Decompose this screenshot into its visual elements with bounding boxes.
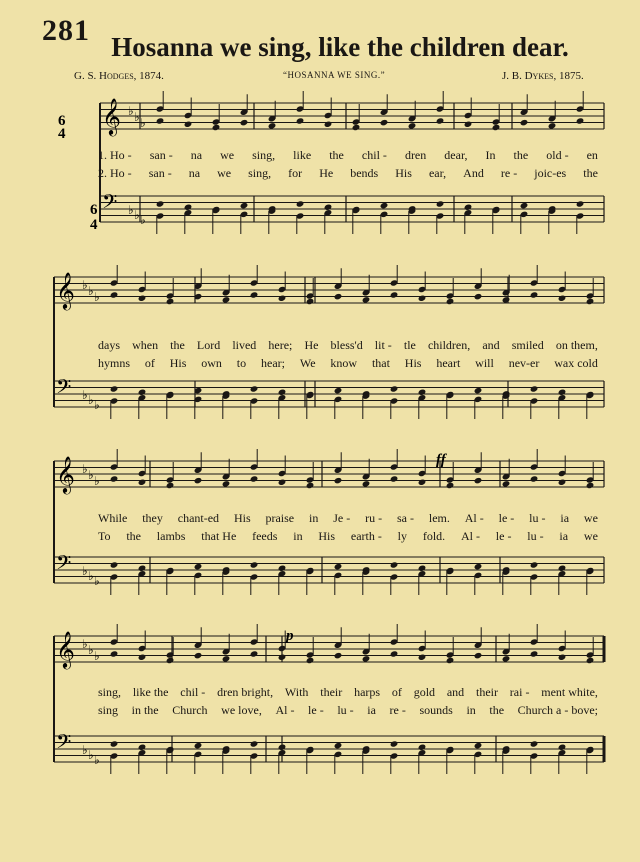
note-head (446, 482, 455, 489)
lyric-syllable: they (142, 511, 163, 525)
lyric-syllable: harps (354, 685, 381, 699)
note-head (586, 657, 595, 664)
lyric-syllable: their (475, 685, 498, 699)
note-head (474, 477, 483, 484)
tune-name: “HOSANNA WE SING.” (283, 70, 386, 80)
lyric-syllable: ly (397, 529, 408, 543)
note-head (334, 293, 343, 300)
note-head (278, 389, 287, 396)
lyric-syllable: na (190, 148, 203, 162)
lyric-syllable: ia (560, 511, 570, 525)
note-head (296, 200, 305, 207)
note-head (240, 202, 249, 209)
lyric-syllable: His (169, 356, 187, 370)
note-head (390, 561, 399, 568)
lyric-syllable: sing, (98, 685, 122, 699)
note-head (520, 202, 529, 209)
flat-icon: ♭ (88, 643, 94, 657)
lyric-syllable: feeds (252, 529, 278, 543)
lyric-syllable: sing, (252, 148, 276, 162)
lyric-row-s2-v1 (98, 338, 598, 353)
lyric-syllable: that He (201, 529, 237, 543)
note-head (240, 119, 249, 126)
lyric-syllable: hymns (98, 356, 131, 370)
flat-icon: ♭ (88, 393, 94, 407)
bass-clef-icon: 𝄢 (102, 190, 118, 218)
note-head (138, 744, 147, 751)
flat-icon: ♭ (88, 284, 94, 298)
flat-icon: ♭ (128, 104, 134, 118)
lyric-syllable: know (330, 356, 358, 370)
lyric-syllable: children, (427, 338, 471, 352)
lyric-syllable: joic-es (534, 166, 567, 180)
note-head (194, 742, 203, 749)
time-sig-top-treble: 6 (58, 113, 66, 129)
flat-icon: ♭ (140, 116, 146, 130)
note-head (446, 657, 455, 664)
lyric-syllable: the (513, 148, 529, 162)
bass-clef-icon: 𝄢 (56, 375, 72, 403)
note-head (418, 654, 427, 661)
note-head (464, 204, 473, 211)
note-head (138, 295, 147, 302)
note-head (474, 563, 483, 570)
lyric-syllable: of (144, 356, 155, 370)
note-head (418, 744, 427, 751)
lyric-syllable: we (220, 148, 235, 162)
lyric-syllable: san - (149, 148, 173, 162)
note-head (530, 740, 539, 747)
lyric-syllable: le - (498, 511, 515, 525)
note-head (166, 298, 175, 305)
note-head (558, 389, 567, 396)
note-head (576, 117, 585, 124)
lyric-row-s1-v1 (98, 148, 598, 163)
note-head (436, 200, 445, 207)
note-head (520, 119, 529, 126)
note-head (352, 124, 361, 131)
note-head (474, 652, 483, 659)
lyric-syllable: like the (132, 685, 169, 699)
note-head (138, 654, 147, 661)
note-head (530, 650, 539, 657)
flat-icon: ♭ (134, 208, 140, 222)
note-head (110, 740, 119, 747)
lyric-syllable: when (132, 338, 159, 352)
lyric-syllable: Al - (275, 703, 295, 717)
lyric-row-s4-v1 (98, 685, 598, 700)
flat-icon: ♭ (88, 569, 94, 583)
flat-icon: ♭ (94, 574, 100, 588)
lyric-syllable: and (482, 338, 500, 352)
lyric-syllable: dren (404, 148, 427, 162)
lyric-syllable: like (293, 148, 312, 162)
note-head (558, 479, 567, 486)
note-head (250, 385, 259, 392)
lyric-syllable: While (98, 511, 128, 525)
lyric-syllable: Lord (196, 338, 221, 352)
note-head (530, 561, 539, 568)
lyric-syllable: na (188, 166, 201, 180)
note-head (502, 655, 511, 662)
note-head (362, 296, 371, 303)
note-head (548, 122, 557, 129)
lyric-syllable: His (318, 529, 336, 543)
lyric-syllable: will (475, 356, 494, 370)
lyric-syllable: nev-er (508, 356, 540, 370)
note-head (110, 561, 119, 568)
lyric-syllable: We (299, 356, 316, 370)
note-head (222, 655, 231, 662)
note-head (380, 202, 389, 209)
treble-clef-icon: 𝄞 (56, 455, 75, 493)
lyric-syllable: wax cold (554, 356, 598, 370)
dynamic-p: p (286, 628, 294, 644)
note-head (156, 117, 165, 124)
note-head (558, 654, 567, 661)
lyric-syllable: lu - (337, 703, 354, 717)
note-head (212, 124, 221, 131)
note-head (530, 475, 539, 482)
lyric-syllable: lived (232, 338, 257, 352)
note-head (250, 291, 259, 298)
lyric-row-s3-v1 (98, 511, 598, 526)
note-head (222, 480, 231, 487)
note-head (464, 121, 473, 128)
note-head (278, 565, 287, 572)
lyric-syllable: old - (546, 148, 569, 162)
note-head (334, 652, 343, 659)
lyric-syllable: He (304, 338, 319, 352)
note-head (166, 657, 175, 664)
note-head (306, 657, 315, 664)
note-head (250, 740, 259, 747)
lyric-syllable: And (463, 166, 484, 180)
note-head (194, 652, 203, 659)
note-head (502, 480, 511, 487)
lyric-syllable: to (236, 356, 247, 370)
lyric-syllable: His (395, 166, 412, 180)
flat-icon: ♭ (82, 743, 88, 757)
lyric-syllable: here; (268, 338, 293, 352)
note-head (324, 121, 333, 128)
lyric-syllable: smiled (511, 338, 544, 352)
lyric-syllable: sing (98, 703, 119, 717)
lyric-syllable: the (583, 166, 598, 180)
note-head (362, 655, 371, 662)
note-head (222, 296, 231, 303)
note-head (138, 565, 147, 572)
lyric-syllable: en (586, 148, 598, 162)
lyric-syllable: dear, (444, 148, 468, 162)
note-head (334, 563, 343, 570)
lyric-syllable: hear; (261, 356, 285, 370)
lyric-syllable: that (371, 356, 390, 370)
note-head (268, 122, 277, 129)
lyric-syllable: His (404, 356, 422, 370)
lyric-syllable: the (489, 703, 505, 717)
lyric-syllable: Je - (333, 511, 351, 525)
lyric-syllable: sa - (396, 511, 414, 525)
note-head (576, 200, 585, 207)
time-sig-bottom-bass: 4 (90, 217, 98, 233)
note-head (156, 200, 165, 207)
note-head (110, 475, 119, 482)
flat-icon: ♭ (94, 290, 100, 304)
note-head (138, 389, 147, 396)
lyric-syllable: Al - (464, 511, 484, 525)
lyric-syllable: we (583, 529, 598, 543)
lyric-syllable: re - (500, 166, 518, 180)
note-head (558, 744, 567, 751)
treble-clef-icon: 𝄞 (56, 630, 75, 668)
treble-clef-icon: 𝄞 (102, 97, 121, 135)
lyric-syllable: le - (308, 703, 324, 717)
flat-icon: ♭ (128, 203, 134, 217)
flat-icon: ♭ (88, 748, 94, 762)
lyric-syllable: the (170, 338, 185, 352)
note-head (250, 561, 259, 568)
note-head (296, 117, 305, 124)
note-head (250, 650, 259, 657)
treble-clef-icon: 𝄞 (56, 271, 75, 309)
note-head (306, 298, 315, 305)
lyric-syllable: own (201, 356, 222, 370)
lyric-syllable: With (284, 685, 309, 699)
note-head (390, 385, 399, 392)
lyric-syllable: we (217, 166, 232, 180)
note-head (474, 387, 483, 394)
lyric-syllable: lambs (156, 529, 186, 543)
note-head (334, 387, 343, 394)
lyric-syllable: ment white, (541, 685, 598, 699)
lyric-syllable: days (98, 338, 120, 352)
flat-icon: ♭ (82, 388, 88, 402)
note-head (530, 385, 539, 392)
note-head (380, 119, 389, 126)
lyric-syllable: tle (403, 338, 416, 352)
note-head (184, 121, 193, 128)
lyric-row-s1-v2 (98, 166, 598, 181)
bass-clef-icon: 𝄢 (56, 730, 72, 758)
note-head (334, 477, 343, 484)
lyric-syllable: their (320, 685, 343, 699)
note-head (278, 295, 287, 302)
note-head (184, 204, 193, 211)
note-head (194, 477, 203, 484)
lyric-syllable: sing, (248, 166, 272, 180)
hymn-number: 281 (42, 14, 90, 47)
note-head (558, 295, 567, 302)
note-head (418, 479, 427, 486)
lyric-syllable: Al - (460, 529, 480, 543)
note-head (418, 389, 427, 396)
lyric-syllable: in (293, 529, 303, 543)
lyric-row-s2-v2 (98, 356, 598, 371)
note-head (324, 204, 333, 211)
lyric-syllable: for (288, 166, 303, 180)
author-credit: G. S. Hodges, 1874. (74, 70, 164, 82)
note-head (138, 479, 147, 486)
lyric-syllable: fold. (422, 529, 446, 543)
lyric-syllable: le - (495, 529, 512, 543)
lyric-syllable: ear, (428, 166, 447, 180)
lyric-syllable: on them, (555, 338, 598, 352)
lyric-syllable: 2. Ho - (98, 166, 132, 180)
note-head (390, 650, 399, 657)
lyric-syllable: and (446, 685, 465, 699)
lyric-syllable: lu - (529, 511, 546, 525)
note-head (408, 122, 417, 129)
lyric-syllable: the (126, 529, 141, 543)
lyric-syllable: dren bright, (217, 685, 274, 699)
hymn-title: Hosanna we sing, like the children dear. (111, 32, 569, 62)
lyric-syllable: His (233, 511, 251, 525)
flat-icon: ♭ (82, 462, 88, 476)
flat-icon: ♭ (82, 564, 88, 578)
note-head (110, 650, 119, 657)
note-head (194, 563, 203, 570)
note-head (334, 742, 343, 749)
lyric-syllable: gold (413, 685, 436, 699)
lyric-syllable: re - (389, 703, 406, 717)
lyric-syllable: ia (367, 703, 376, 717)
flat-icon: ♭ (134, 110, 140, 124)
note-head (418, 295, 427, 302)
flat-icon: ♭ (94, 753, 100, 767)
lyric-row-s4-v2 (98, 703, 598, 718)
lyric-syllable: san - (148, 166, 172, 180)
lyric-syllable: chil - (361, 148, 387, 162)
composer-credit: J. B. Dykes, 1875. (502, 70, 584, 82)
flat-icon: ♭ (82, 637, 88, 651)
note-head (390, 475, 399, 482)
lyric-syllable: To (98, 529, 111, 543)
note-head (166, 482, 175, 489)
lyric-syllable: ru - (365, 511, 383, 525)
flat-icon: ♭ (140, 213, 146, 227)
flat-icon: ♭ (94, 474, 100, 488)
note-head (558, 565, 567, 572)
lyric-syllable: lu - (527, 529, 544, 543)
lyric-syllable: Church (172, 703, 208, 717)
note-head (530, 291, 539, 298)
lyric-syllable: of (391, 685, 402, 699)
note-head (110, 385, 119, 392)
lyric-syllable: He (319, 166, 334, 180)
note-head (474, 742, 483, 749)
note-head (390, 291, 399, 298)
lyric-syllable: lit - (374, 338, 392, 352)
note-head (306, 482, 315, 489)
flat-icon: ♭ (94, 398, 100, 412)
flat-icon: ♭ (94, 649, 100, 663)
note-head (278, 479, 287, 486)
time-sig-bottom-treble: 4 (58, 126, 66, 142)
note-head (250, 475, 259, 482)
lyric-syllable: sounds (419, 703, 453, 717)
lyric-syllable: earth - (350, 529, 382, 543)
note-head (362, 480, 371, 487)
dynamic-ff: ff (436, 452, 446, 468)
note-head (110, 291, 119, 298)
lyric-syllable: 1. Ho - (98, 148, 132, 162)
flat-icon: ♭ (82, 278, 88, 292)
lyric-syllable: in the (131, 703, 159, 717)
note-head (446, 298, 455, 305)
note-head (418, 565, 427, 572)
lyric-syllable: praise (265, 511, 295, 525)
lyric-syllable: chant-ed (177, 511, 220, 525)
flat-icon: ♭ (88, 468, 94, 482)
lyric-syllable: in (309, 511, 319, 525)
lyric-syllable: heart (436, 356, 461, 370)
note-head (586, 298, 595, 305)
lyric-syllable: we (583, 511, 598, 525)
lyric-syllable: we love, (221, 703, 262, 717)
note-head (502, 296, 511, 303)
note-head (492, 124, 501, 131)
note-head (436, 117, 445, 124)
lyric-syllable: ia (559, 529, 569, 543)
time-sig-top-bass: 6 (90, 202, 98, 218)
lyric-syllable: bends (350, 166, 379, 180)
lyric-syllable: Church a - bove; (517, 703, 598, 717)
note-head (390, 740, 399, 747)
lyric-syllable: the (329, 148, 344, 162)
lyric-syllable: In (485, 148, 496, 162)
lyric-syllable: bless'd (330, 338, 363, 352)
lyric-syllable: rai - (509, 685, 530, 699)
lyric-syllable: chil - (180, 685, 206, 699)
note-head (278, 654, 287, 661)
lyric-syllable: in (466, 703, 476, 717)
lyric-syllable: lem. (428, 511, 450, 525)
lyric-row-s3-v2 (98, 529, 598, 544)
note-head (474, 293, 483, 300)
note-head (586, 482, 595, 489)
note-head (278, 744, 287, 751)
bass-clef-icon: 𝄢 (56, 551, 72, 579)
